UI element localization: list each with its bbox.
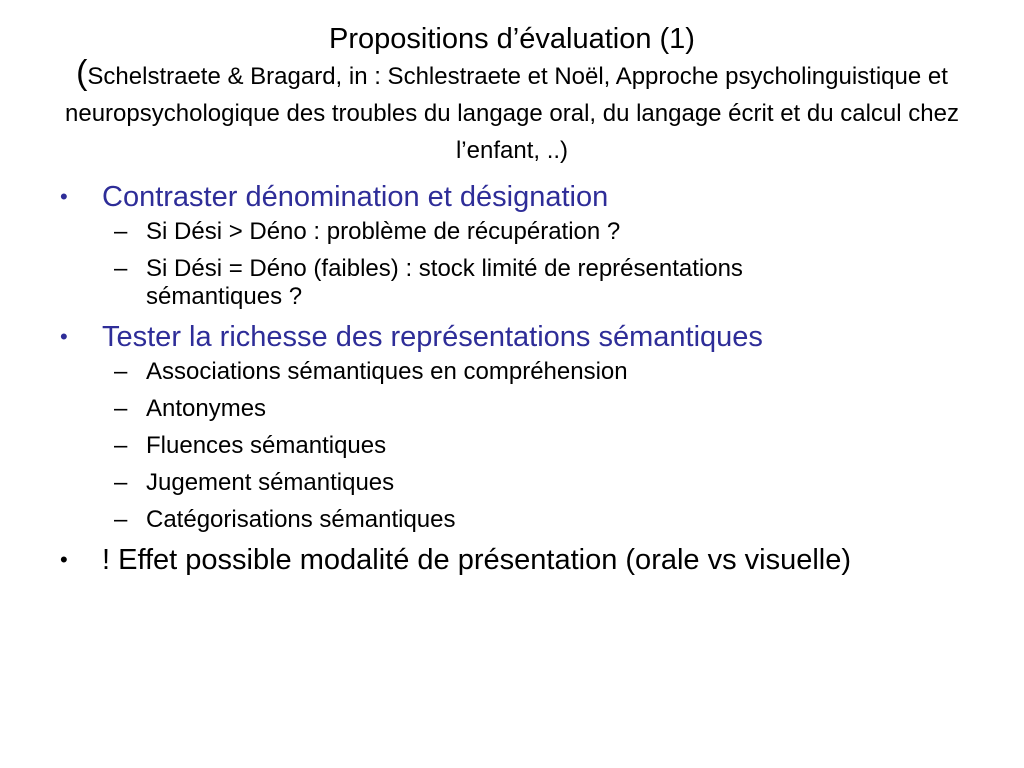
sub-bullet-item	[114, 358, 960, 386]
sub-bullet-text: Si Dési = Déno (faibles) : stock limité de représentations sémantiques ?	[146, 255, 743, 310]
sub-bullet-text: Catégorisations sémantiques	[146, 506, 456, 533]
sub-bullet-item	[114, 395, 960, 423]
sub-bullet-marker: –	[114, 506, 128, 533]
sub-bullet-item	[114, 469, 960, 497]
sub-bullet-item	[114, 506, 960, 534]
sub-bullet-item	[114, 432, 960, 460]
bullet-marker: •	[60, 184, 68, 209]
bullet-text: Tester la richesse des représentations sémantiques	[102, 321, 763, 353]
bullet-text: ! Effet possible modalité de présentation (orale vs visuelle)	[102, 544, 852, 576]
title-main: Propositions d’évaluation (1)	[329, 23, 695, 55]
slide-title	[40, 22, 984, 171]
sub-bullet-text: Jugement sémantiques	[146, 469, 395, 496]
title-citation: Schelstraete & Bragard, in : Schlestraete et Noël, Approche psycholinguistique et neuropsychologique des troubles du langage oral, du langage écrit et du calcul chez l’enfant, ..)	[65, 63, 959, 164]
sub-bullet-marker: –	[114, 358, 128, 385]
bullet-marker: •	[60, 547, 68, 572]
bullet-group-tester	[60, 320, 960, 534]
sub-bullet-marker: –	[114, 432, 128, 459]
sub-bullet-text: Antonymes	[146, 395, 267, 422]
bullet-list	[60, 180, 960, 581]
sub-bullet-text: Fluences sémantiques	[146, 432, 387, 459]
sub-bullet-marker: –	[114, 218, 128, 245]
sub-bullet-marker: –	[114, 469, 128, 496]
bullet-item	[60, 320, 960, 354]
title-open-paren: (	[76, 54, 88, 92]
bullet-text: Contraster dénomination et désignation	[102, 181, 609, 213]
bullet-group-contraster	[60, 180, 960, 311]
bullet-item	[60, 543, 960, 577]
sub-bullet-marker: –	[114, 255, 128, 282]
sub-bullet-item	[114, 255, 960, 311]
sub-bullet-text: Si Dési > Déno : problème de récupération ?	[146, 218, 621, 245]
bullet-item	[60, 180, 960, 214]
sub-bullet-item	[114, 218, 960, 246]
sub-bullet-text: Associations sémantiques en compréhension	[146, 358, 628, 385]
bullet-marker: •	[60, 324, 68, 349]
bullet-group-effet	[60, 543, 960, 577]
sub-bullet-marker: –	[114, 395, 128, 422]
